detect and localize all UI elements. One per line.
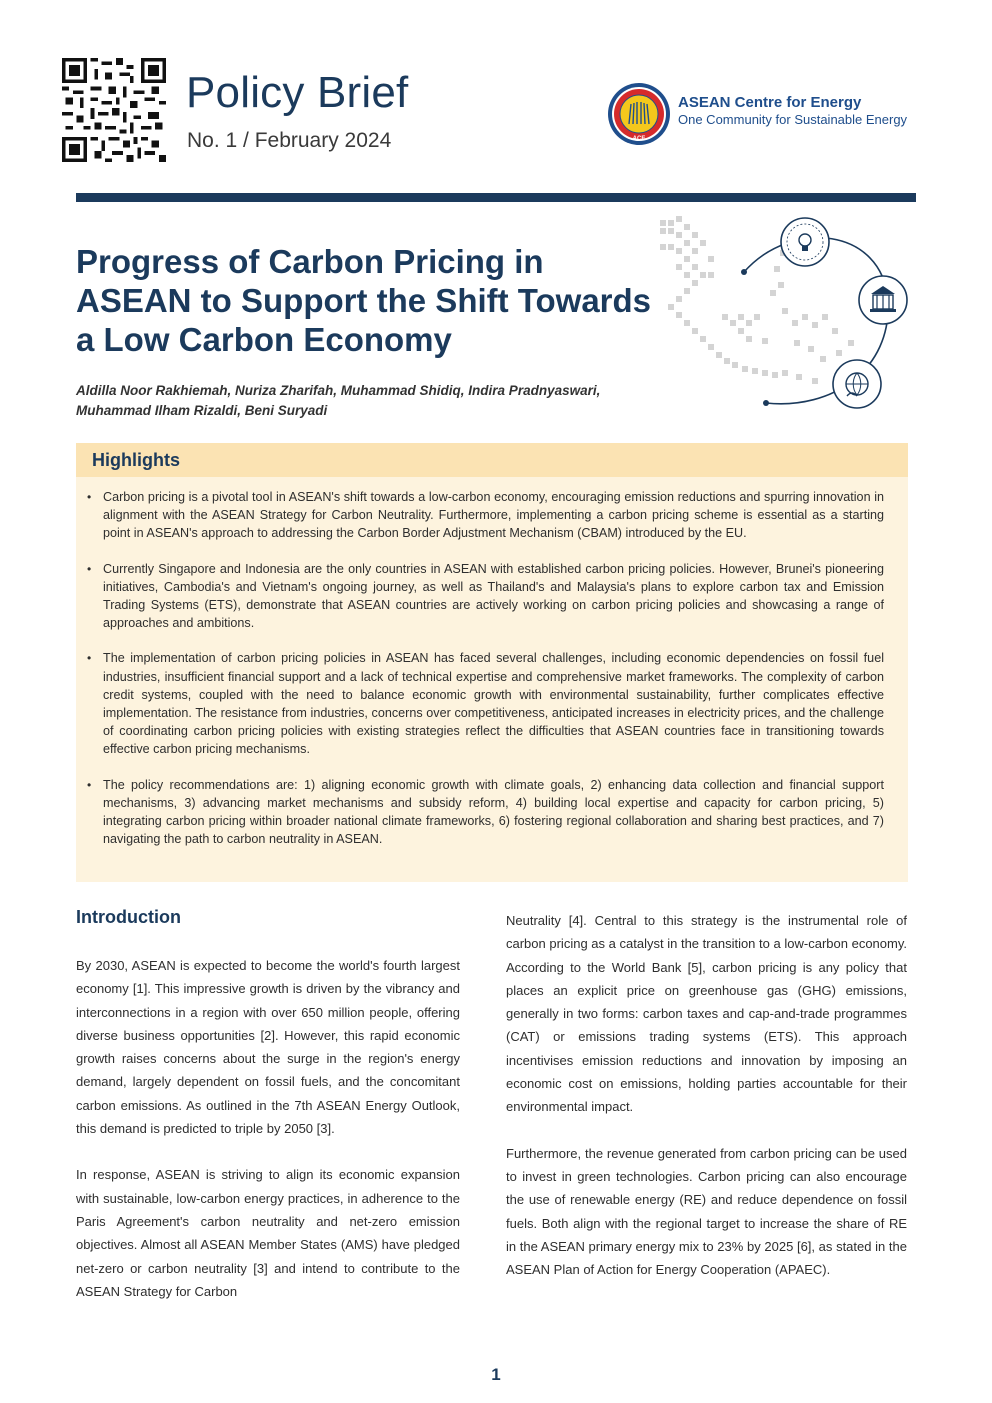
asean-map-cycle-graphic [652, 210, 914, 420]
highlights-box [76, 443, 908, 882]
intro-left-column [76, 954, 460, 1326]
brief-issue: No. 1 / February 2024 [187, 129, 392, 152]
article-title: Progress of Carbon Pricing in ASEAN to Support the Shift Towards a Low Carbon Economy [76, 243, 652, 358]
org-name: ASEAN Centre for Energy [678, 94, 862, 111]
highlight-text: Carbon pricing is a pivotal tool in ASEAN's shift towards a low-carbon economy, encouraging emission reductions and spurring innovation in alignment with the ASEAN Strategy for Carbon Neutrality. Furthermore, implementing a carbon pricing scheme is essential as a starting point in ASEAN's approach to addressing the Carbon Border Adjustment Mechanism (CBAM) introduced by the EU. [103, 490, 884, 541]
svg-text:ACE: ACE [632, 136, 646, 142]
lightbulb-icon [781, 218, 829, 266]
introduction-heading: Introduction [76, 907, 181, 927]
highlight-text: The policy recommendations are: 1) aligning economic growth with climate goals, 2) enhancing data collection and financial support mechanisms, 3) advancing market mechanisms and subsidy reform, 4) building local expertise and capacity for carbon pricing, 5) integrating carbon pricing within broader national climate frameworks, 6) fostering regional collaboration and sharing best practices, and 7) navigating the path to carbon neutrality in ASEAN. [103, 777, 884, 847]
intro-paragraph: In response, ASEAN is striving to align its economic expansion with sustainable, low-carbon energy practices, in adherence to the Paris Agreement's carbon neutrality and net-zero emission objectives. Almost all ASEAN Member States (AMS) have pledged net-zero or carbon neutrality [3] and intend to contribute to the ASEAN Strategy for Carbon [76, 1167, 460, 1299]
highlight-item [76, 649, 908, 758]
highlights-title: Highlights [92, 450, 180, 470]
author-list: Aldilla Noor Rakhiemah, Nuriza Zharifah, Muhammad Shidiq, Indira Pradnyaswari, Muhammad Ilham Rizaldi, Beni Suryadi [76, 383, 601, 418]
page-number: 1 [491, 1365, 501, 1384]
intro-paragraph: By 2030, ASEAN is expected to become the world's fourth largest economy [1]. This impressive growth is driven by the vibrancy and interconnections in a region with over 650 million people, offering diverse business opportunities [2]. However, this rapid economic growth raises concerns about the surge in the region's energy demand, largely dependent on fossil fuels, and the concomitant carbon emissions. As outlined in the 7th ASEAN Energy Outlook, this demand is predicted to triple by 2050 [3]. [76, 958, 460, 1137]
bullet-icon: • [87, 490, 92, 504]
bullet-icon: • [87, 651, 92, 666]
intro-paragraph: Furthermore, the revenue generated from carbon pricing can be used to invest in green technologies. Carbon pricing can also encourage the use of renewable energy (RE) and reduce dependence on fossil fuels. Both align with the regional target to increase the share of RE in the ASEAN primary energy mix to 23% by 2025 [6], as stated in the ASEAN Plan of Action for Energy Cooperation (APAEC). [506, 1145, 907, 1278]
bullet-icon: • [87, 561, 92, 576]
qr-code [62, 58, 166, 162]
brief-title: Policy Brief [186, 68, 409, 117]
intro-paragraph: Neutrality [4]. Central to this strategy is the instrumental role of carbon pricing as a catalyst in the transition to a low-carbon economy. According to the World Bank [5], carbon pricing is any policy that places an explicit price on greenhouse gas (GHG) emissions, generally in two forms: carbon taxes and cap-and-trade programmes (CAT) or emissions trading systems (ETS). This approach incentivises emission reductions and innovation by imposing an economic cost on emissions, holding parties accountable for their environmental impact. [506, 913, 907, 1115]
intro-right-column [506, 909, 907, 1304]
highlight-item [76, 488, 908, 543]
highlights-list [76, 488, 908, 865]
ace-logo-icon [607, 82, 671, 146]
highlight-text: Currently Singapore and Indonesia are the only countries in ASEAN with established carbon pricing policies. However, Brunei's pioneering initiatives, Cambodia's and Vietnam's ongoing journey, as well as Thailand's and Malaysia's plans to explore carbon tax and Emission Trading Systems (ETS), demonstrate that ASEAN countries are actively working on carbon pricing policies and showcasing a range of approaches and ambitions. [103, 561, 884, 631]
highlights-header [76, 443, 908, 477]
highlight-text: The implementation of carbon pricing policies in ASEAN has faced several challenges, including economic dependencies on fossil fuel industries, insufficient financial support and a lack of technical expertise and comprehensive market frameworks. The complexity of carbon credit systems, coupled with the need to balance economic growth with environmental sustainability, further complicates effective implementation. The resistance from industries, concerns over competitiveness, anticipated increases in electricity prices, and the challenge of coordinating carbon pricing policies with existing strategies reflect the difficulties that ASEAN countries face in transitioning towards effective carbon pricing mechanisms. [103, 651, 884, 757]
org-tagline: One Community for Sustainable Energy [678, 112, 908, 127]
highlight-item [76, 560, 908, 633]
bullet-icon: • [87, 777, 92, 792]
globe-leaf-icon [833, 360, 881, 408]
building-icon [859, 276, 907, 324]
highlight-item [76, 776, 908, 849]
header-rule [76, 193, 916, 202]
